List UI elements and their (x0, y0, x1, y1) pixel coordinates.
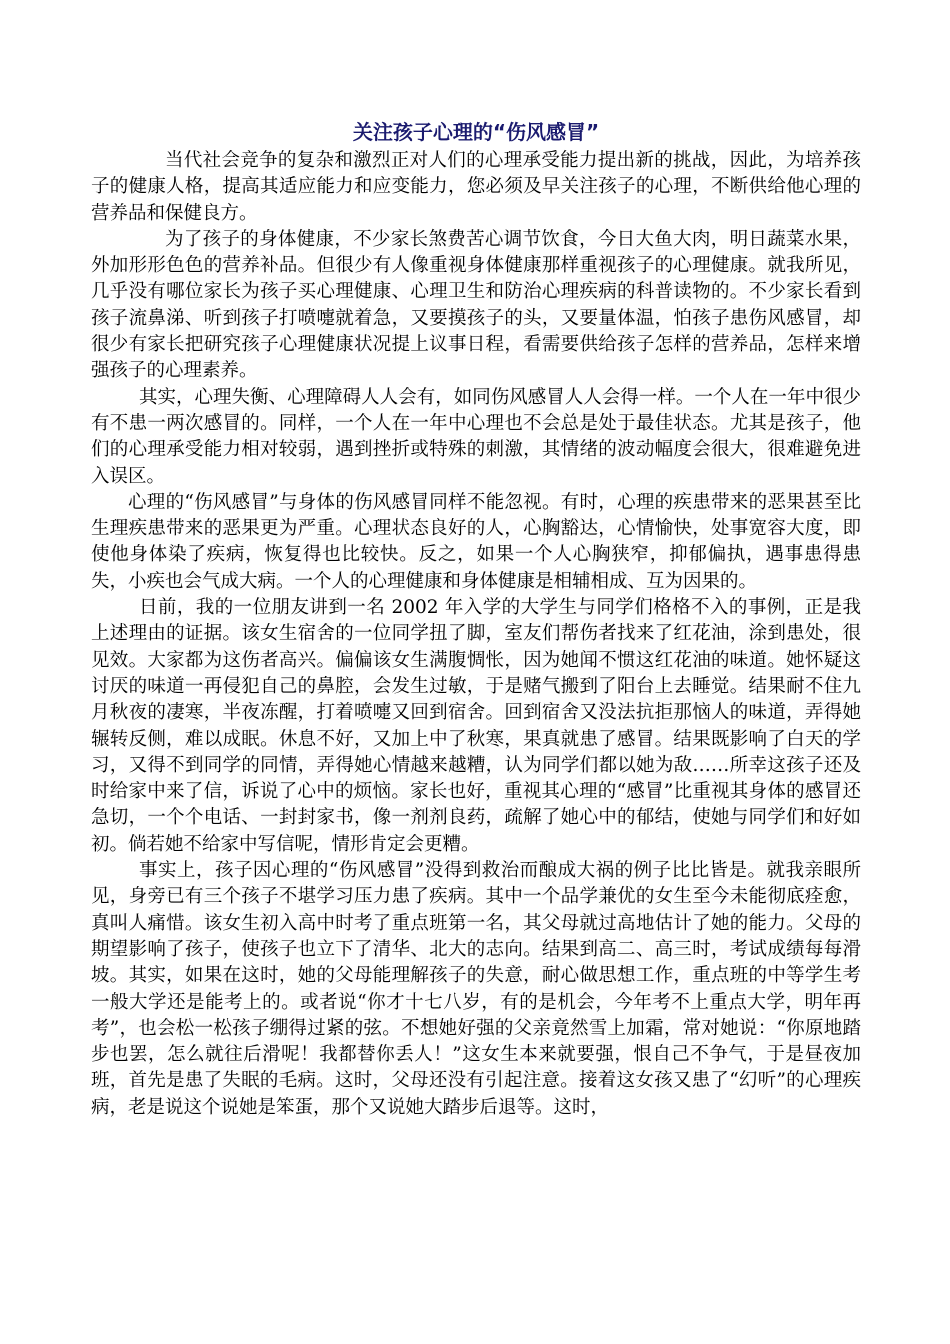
paragraph-1: 当代社会竞争的复杂和激烈正对人们的心理承受能力提出新的挑战，因此，为培养孩子的健康人格，提高其适应能力和应变能力，您必须及早关注孩子的心理，不断供给他心理的营养品和保健良方。 (91, 150, 861, 224)
document-page (91, 118, 861, 1121)
paragraph-3: 其实，心理失衡、心理障碍人人会有，如同伤风感冒人人会得一样。一个人在一年中很少有不患一两次感冒的。同样，一个人在一年中心理也不会总是处于最佳状态。尤其是孩子，他们的心理承受能力相对较弱，遇到挫折或特殊的刺激，其情绪的波动幅度会很大，很难避免进入误区。 (91, 386, 861, 487)
paragraph-6: 事实上，孩子因心理的“伤风感冒”没得到救治而酿成大祸的例子比比皆是。就我亲眼所见，身旁已有三个孩子不堪学习压力患了疾病。其中一个品学兼优的女生至今未能彻底痊愈，真叫人痛惜。该女生初入高中时考了重点班第一名，其父母就过高地估计了她的能力。父母的期望影响了孩子，使孩子也立下了清华、北大的志向。结果到高二、高三时，考试成绩每每滑坡。其实，如果在这时，她的父母能理解孩子的失意，耐心做思想工作，重点班的中等学生考一般大学还是能考上的。或者说“你才十七八岁，有的是机会，今年考不上重点大学，明年再考”，也会松一松孩子绷得过紧的弦。不想她好强的父亲竟然雪上加霜，常对她说：“你原地踏步也罢，怎么就往后滑呢！我都替你丢人！”这女生本来就要强，恨自己不争气，于是昼夜加班，首先是患了失眠的毛病。这时，父母还没有引起注意。接着这女孩又患了“幻听”的心理疾病，老是说这个说她是笨蛋，那个又说她大踏步后退等。这时， (91, 860, 861, 1118)
document-title: 关注孩子心理的“伤风感冒” (352, 120, 600, 144)
paragraph-2: 为了孩子的身体健康，不少家长煞费苦心调节饮食，今日大鱼大肉，明日蔬菜水果，外加形形色色的营养补品。但很少有人像重视身体健康那样重视孩子的心理健康。就我所见，几乎没有哪位家长为孩子买心理健康、心理卫生和防治心理疾病的科普读物的。不少家长看到孩子流鼻涕、听到孩子打喷嚏就着急，又要摸孩子的头，又要量体温，怕孩子患伤风感冒，却很少有家长把研究孩子心理健康状况提上议事日程，看需要供给孩子怎样的营养品，怎样来增强孩子的心理素养。 (91, 228, 861, 382)
paragraph-5: 日前，我的一位朋友讲到一名 2002 年入学的大学生与同学们格格不入的事例，正是我上述理由的证据。该女生宿舍的一位同学扭了脚，室友们帮伤者找来了红花油，涂到患处，很见效。大家都为这伤者高兴。偏偏该女生满腹惆怅，因为她闻不惯这红花油的味道。她怀疑这讨厌的味道一再侵犯自己的鼻腔，会发生过敏，于是赌气搬到了阳台上去睡觉。结果耐不住九月秋夜的凄寒，半夜冻醒，打着喷嚏又回到宿舍。回到宿舍又没法抗拒那恼人的味道，弄得她辗转反侧，难以成眠。休息不好，又加上中了秋寒，果真就患了感冒。结果既影响了白天的学习，又得不到同学的同情，弄得她心情越来越糟，认为同学们都以她为敌……所幸这孩子还及时给家中来了信，诉说了心中的烦恼。家长也好，重视其心理的“感冒”比重视其身体的感冒还急切，一个个电话、一封封家书，像一剂剂良药，疏解了她心中的郁结，使她与同学们和好如初。倘若她不给家中写信呢，情形肯定会更糟。 (91, 597, 861, 855)
paragraph-4: 心理的“伤风感冒”与身体的伤风感冒同样不能忽视。有时，心理的疾患带来的恶果甚至比生理疾患带来的恶果更为严重。心理状态良好的人，心胸豁达，心情愉快，处事宽容大度，即使他身体染了疾病，恢复得也比较快。反之，如果一个人心胸狭窄，抑郁偏执，遇事患得患失，小疾也会气成大病。一个人的心理健康和身体健康是相辅相成、互为因果的。 (91, 491, 861, 592)
